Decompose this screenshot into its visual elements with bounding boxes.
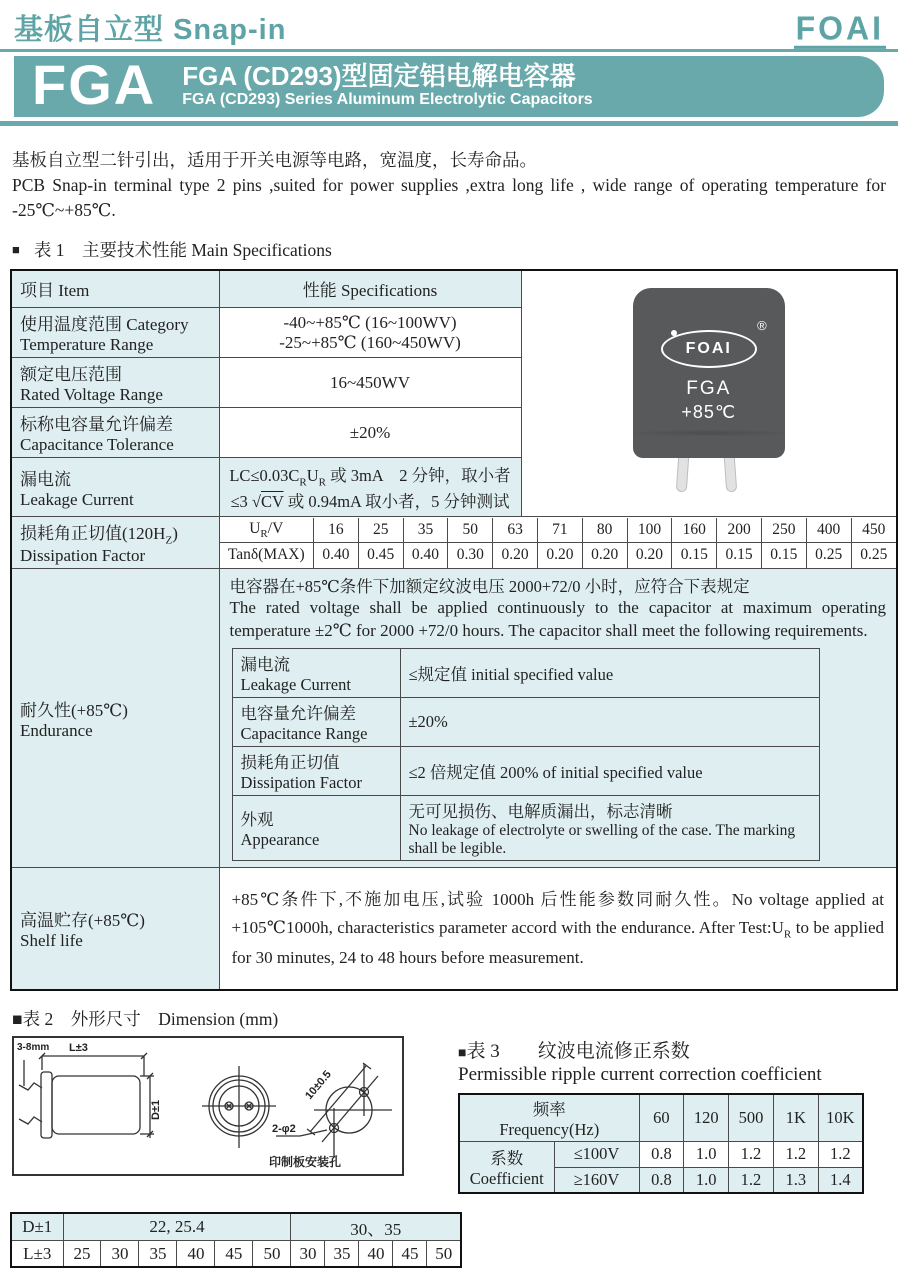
endurance-leakage-label: 漏电流 Leakage Current [232, 649, 400, 698]
size-diameter-row [11, 1213, 461, 1240]
endurance-capacitance-label: 电容量允许偏差 Capacitance Range [232, 698, 400, 747]
table1-caption-text: 表 1 主要技术性能 Main Specifications [33, 239, 332, 260]
capacitor-pin-left [676, 455, 689, 492]
dim-lead-label: 3-8mm [17, 1041, 50, 1053]
size-l-cell: 50 [253, 1240, 291, 1267]
bullet-square-icon: ■ [12, 1008, 23, 1029]
t1-shelf-content: +85℃条件下,不施加电压,试验 1000h 后性能参数同耐久性。No voltage applied at +105℃1000h, characteristics parameter accord with the endurance. After $Test:U_R$ to be applied for 30 minutes, 24 to 48 hours before measurement. [219, 868, 897, 990]
size-l-cell: 35 [139, 1240, 177, 1267]
endurance-sub-table [232, 648, 820, 861]
freq-cell: 1K [773, 1094, 818, 1142]
t1-voltage-label [11, 358, 219, 408]
voltage-cell: 50 [448, 518, 493, 543]
t1-tolerance-label-zh: 标称电容量允许偏差 [20, 415, 173, 435]
voltage-cell: 16 [314, 518, 359, 543]
dimension-drawing-svg [14, 1038, 402, 1174]
ripple-table [458, 1093, 864, 1195]
series-titles [182, 62, 592, 112]
intro-paragraph [12, 148, 886, 223]
t1-tolerance-value: ±20% [219, 408, 521, 458]
tand-cell: 0.45 [358, 543, 403, 568]
t1-temp-label [11, 308, 219, 358]
page-title [14, 7, 286, 48]
tand-cell: 0.20 [493, 543, 538, 568]
series-banner [14, 52, 884, 117]
registered-mark-icon: ® [757, 317, 767, 333]
mounting-holes-caption: 印制板安装孔 [269, 1154, 342, 1169]
t1-endurance-label-zh: 耐久性(+85℃) [20, 700, 128, 720]
endurance-desc-en: The rated voltage shall be applied continuously to the capacitor at maximum operating temperature ±2℃ for 2000 +72/0 hours. The capacitor shall meet the following requirements. [229, 598, 886, 641]
t1-leakage-formula-1: $LC\le 0.03C_RU_R$ 或 3mA 2 分钟，取小者 [229, 465, 511, 489]
t1-leakage-label [11, 458, 219, 517]
t1-dissipation-label-zh: 损耗角正切值$(120H_Z)$ [20, 524, 178, 547]
voltage-cell: 450 [851, 518, 896, 543]
ripple-cond-high: ≥160V [554, 1167, 639, 1193]
coef-cell: 1.0 [684, 1141, 729, 1167]
table2-caption-text: 表 2 外形尺寸 Dimension (mm) [22, 1008, 279, 1029]
intro-zh: 基板自立型二针引出，适用于开关电源等电路，宽温度，长寿命品。 [12, 150, 537, 170]
t1-leakage-formula-2: ≤3 √CV 或 0.94mA 取小者，5 分钟测试 [230, 492, 510, 512]
endurance-desc-zh: 电容器在+85℃条件下加额定纹波电压 2000+72/0 小时，应符合下表规定 [229, 577, 750, 597]
table3-caption-zh: ■表 3 纹波电流修正系数 [458, 1040, 690, 1062]
bottom-section [12, 1036, 898, 1195]
t1-voltage-label-en: Rated Voltage Range [20, 385, 163, 405]
size-l-cell: 30 [101, 1240, 139, 1267]
size-l-cell: 50 [427, 1240, 461, 1267]
ripple-header-row [459, 1094, 863, 1142]
capacitor-temp-print: +85℃ [681, 401, 737, 422]
tand-cell: 0.40 [314, 543, 359, 568]
t1-tolerance-label-en: Capacitance Tolerance [20, 435, 174, 455]
lead-wire [19, 1117, 42, 1124]
endurance-appearance-row [232, 796, 819, 861]
dimension-drawing [12, 1036, 404, 1176]
banner-divider [0, 121, 898, 126]
endurance-dissipation-label: 损耗角正切值 Dissipation Factor [232, 747, 400, 796]
t1-header-row [11, 270, 897, 308]
bullet-square-icon: ■ [12, 241, 20, 257]
t1-tolerance-label [11, 408, 219, 458]
ripple-coef-label: 系数 Coefficient [459, 1141, 554, 1193]
t1-voltage-label-zh: 额定电压范围 [20, 365, 122, 385]
coef-cell: 0.8 [639, 1167, 684, 1193]
endurance-appearance-value: 无可见损伤、电解质漏出，标志清晰 No leakage of electrolyte or swelling of the case. The marking shall be legible. [400, 796, 819, 861]
endurance-appearance-label: 外观 Appearance [232, 796, 400, 861]
tand-cell: 0.40 [403, 543, 448, 568]
tand-cell: 0.25 [806, 543, 851, 568]
voltage-cell: 200 [717, 518, 762, 543]
size-l-cell: 45 [393, 1240, 427, 1267]
table2-caption [12, 1006, 886, 1031]
t1-dissipation-matrix-cell [219, 517, 897, 569]
page-header [0, 0, 898, 48]
capacitor-series-print: FGA [686, 377, 732, 399]
tand-cell: 0.15 [717, 543, 762, 568]
dissipation-tand-label: Tanδ(MAX) [220, 543, 314, 568]
brand-logo: FOAI [794, 11, 886, 49]
t1-temp-label-zh: 使用温度范围 Category [20, 315, 189, 335]
dim-length-label: L±3 [69, 1041, 88, 1054]
size-table [10, 1212, 462, 1268]
voltage-cell: 35 [403, 518, 448, 543]
t1-endurance-label-en: Endurance [20, 720, 93, 740]
page-title-en: Snap-in [173, 14, 287, 46]
t1-shelf-label-zh: 高温贮存(+85℃) [20, 911, 145, 931]
endurance-dissipation-row [232, 747, 819, 796]
tand-cell: 0.30 [448, 543, 493, 568]
size-d-label: D±1 [11, 1213, 63, 1240]
lead-wire [19, 1083, 42, 1090]
size-l-cell: 35 [325, 1240, 359, 1267]
coef-cell: 1.2 [729, 1167, 774, 1193]
tand-cell: 0.15 [761, 543, 806, 568]
freq-cell: 120 [684, 1094, 729, 1142]
dissipation-voltage-row [220, 518, 897, 543]
size-l-label: L±3 [11, 1240, 63, 1267]
size-l-cell: 40 [359, 1240, 393, 1267]
t1-dissipation-label [11, 517, 219, 569]
t1-endurance-content [219, 569, 897, 868]
t1-header-spec: 性能 Specifications [219, 270, 521, 308]
ripple-row-low-voltage [459, 1141, 863, 1167]
freq-cell: 10K [818, 1094, 863, 1142]
coef-cell: 1.0 [684, 1167, 729, 1193]
size-length-row [11, 1240, 461, 1267]
t1-row-endurance [11, 569, 897, 868]
voltage-cell: 71 [537, 518, 582, 543]
t1-temp-value-1: -40~+85℃ (16~100WV) [283, 312, 457, 332]
ripple-cond-low: ≤100V [554, 1141, 639, 1167]
coef-cell: 1.2 [773, 1141, 818, 1167]
capacitor-sleeve [41, 1072, 52, 1138]
endurance-dissipation-value: ≤2 倍规定值 200% of initial specified value [400, 747, 819, 796]
t1-header-item: 项目 Item [11, 270, 219, 308]
table3-caption-en: Permissible ripple current correction coefficient [458, 1063, 822, 1085]
t1-shelf-label-en: Shelf life [20, 931, 83, 951]
ripple-section [458, 1036, 868, 1195]
coef-cell: 1.2 [818, 1141, 863, 1167]
ripple-freq-header: 频率 Frequency(Hz) [459, 1094, 639, 1142]
t1-temp-label-en: Temperature Range [20, 335, 154, 355]
t1-endurance-label [11, 569, 219, 868]
capacitor-body-outline [52, 1076, 140, 1134]
voltage-cell: 100 [627, 518, 672, 543]
capacitor-photo [629, 288, 789, 494]
t1-shelf-label [11, 868, 219, 990]
size-d-group2: 30、35 [291, 1213, 461, 1240]
freq-cell: 60 [639, 1094, 684, 1142]
dim-holes-label: 2-φ2 [272, 1122, 296, 1135]
size-d-group1: 22, 25.4 [63, 1213, 291, 1240]
endurance-capacitance-value: ±20% [400, 698, 819, 747]
coef-cell: 1.2 [729, 1141, 774, 1167]
tand-cell: 0.15 [672, 543, 717, 568]
t1-voltage-value: 16~450WV [219, 358, 521, 408]
capacitor-pin-right [724, 455, 737, 492]
page-title-zh: 基板自立型 [14, 14, 165, 46]
table1-caption [12, 237, 886, 262]
capacitor-body [633, 288, 785, 458]
tand-cell: 0.20 [627, 543, 672, 568]
t1-leakage-label-en: Leakage Current [20, 489, 134, 509]
coef-cell: 1.3 [773, 1167, 818, 1193]
voltage-cell: 80 [582, 518, 627, 543]
tand-cell: 0.20 [537, 543, 582, 568]
voltage-cell: 400 [806, 518, 851, 543]
size-l-cell: 30 [291, 1240, 325, 1267]
voltage-cell: 250 [761, 518, 806, 543]
series-title-en: FGA (CD293) Series Aluminum Electrolytic Capacitors [182, 91, 593, 109]
t1-leakage-label-zh: 漏电流 [20, 469, 71, 489]
t1-temp-value-2: -25~+85℃ (160~450WV) [279, 332, 461, 352]
tand-cell: 0.20 [582, 543, 627, 568]
t1-row-dissipation [11, 517, 897, 569]
header-divider [0, 49, 898, 52]
capacitor-logo: FOAI [661, 330, 757, 368]
voltage-cell: 160 [672, 518, 717, 543]
intro-en: PCB Snap-in terminal type 2 pins ,suited for power supplies ,extra long life , wide range of operating temperature for -25℃~+85℃. [12, 174, 886, 220]
series-code: FGA [32, 52, 157, 116]
main-spec-table [10, 269, 898, 991]
dissipation-ur-label: $U_R/V$ [220, 518, 314, 543]
series-title-zh: FGA (CD293)型固定铝电解电容器 [182, 60, 576, 91]
voltage-cell: 25 [358, 518, 403, 543]
dissipation-tand-row [220, 543, 897, 568]
voltage-cell: 63 [493, 518, 538, 543]
coef-cell: 1.4 [818, 1167, 863, 1193]
t1-temp-value [219, 308, 521, 358]
dim-pitch-label: 10±0.5 [303, 1068, 334, 1102]
capacitor-photo-cell [521, 270, 897, 517]
freq-cell: 500 [729, 1094, 774, 1142]
endurance-leakage-row [232, 649, 819, 698]
t1-dissipation-label-en: Dissipation Factor [20, 546, 146, 566]
endurance-capacitance-row [232, 698, 819, 747]
size-l-cell: 25 [63, 1240, 101, 1267]
dim-diameter-label: D±1 [150, 1099, 162, 1120]
bullet-square-icon: ■ [458, 1045, 467, 1061]
coef-cell: 0.8 [639, 1141, 684, 1167]
tand-cell: 0.25 [851, 543, 896, 568]
size-l-cell: 45 [215, 1240, 253, 1267]
size-l-cell: 40 [177, 1240, 215, 1267]
dissipation-table [220, 518, 897, 568]
t1-row-shelf [11, 868, 897, 990]
endurance-leakage-value: ≤规定值 initial specified value [400, 649, 819, 698]
t1-leakage-value [219, 458, 521, 517]
